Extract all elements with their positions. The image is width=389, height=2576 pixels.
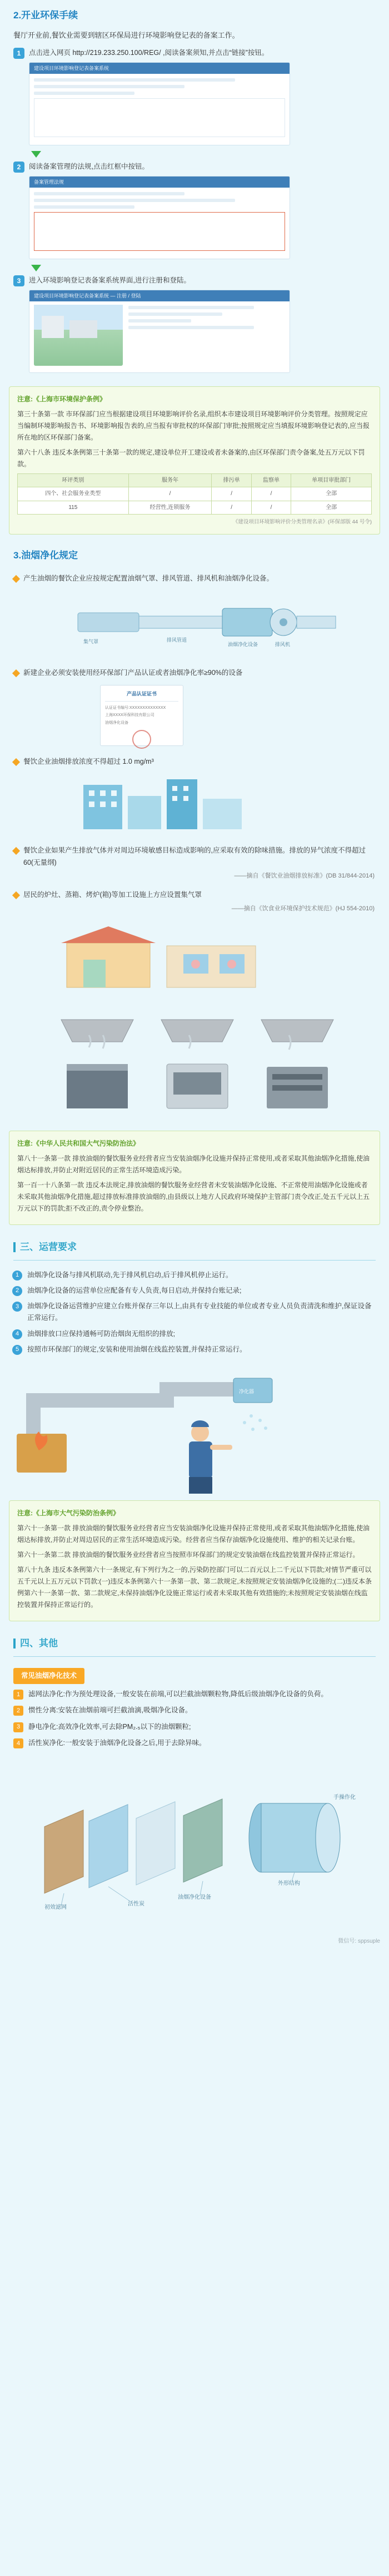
cell-1-4: 全部 (291, 501, 372, 515)
note-2-para-1: 第八十一条第一款 排放油烟的餐饮服务业经营者应当安装油烟净化设施并保持正常使用,或者采取其他油烟净化措施,使油烟达标排放,并防止对附近居民的正常生活环境造成污染。 (17, 1154, 370, 1174)
cell-1-2: / (212, 501, 251, 515)
cell-1-0: 115 (18, 501, 129, 515)
list-item (12, 1300, 377, 1324)
table-header-row (18, 473, 372, 487)
item-5-number: 5 (12, 1345, 22, 1355)
svg-text:初效滤网: 初效滤网 (44, 1904, 67, 1911)
illustration-duct-system (0, 591, 389, 657)
item-5-text: 按照市环保部门的规定,安装和使用油烟在线监控装置,并保持正常运行。 (27, 1345, 247, 1353)
svg-text:外形结构: 外形结构 (278, 1881, 300, 1887)
step-3 (13, 275, 376, 286)
section-4-title-row (0, 1627, 389, 1654)
cell-1-3: / (251, 501, 291, 515)
source-1: ——摘自《餐饮业油烟排放标准》(DB 31/844-2014) (234, 873, 375, 880)
note-shanghai-env-protection (9, 386, 380, 535)
item-1-text: 油烟净化设备与排风机联动,先于排风机启动,后于排风机停止运行。 (27, 1271, 233, 1279)
bullet-diamond-icon (12, 891, 20, 899)
svg-text:手操作化: 手操作化 (333, 1794, 356, 1801)
svg-text:活性炭: 活性炭 (128, 1901, 144, 1908)
illustration-maintenance-scene (0, 1367, 389, 1495)
note-1-head: 注意:《上海市环境保护条例》 (17, 395, 106, 403)
cell-0-0: 四个、社会服务业类型 (18, 487, 129, 501)
note-3-para-2: 第六十一条第二款 排放油烟的餐饮服务业经营者应当按照市环保部门的规定安装油烟在线监控装置并保持正常运行。 (17, 1551, 360, 1559)
table-row (18, 487, 372, 501)
tech-2-number: 2 (13, 1706, 23, 1716)
tech-3-number: 3 (13, 1722, 23, 1732)
screenshot-registration-page: 建设项目环境影响登记表备案系统 (29, 62, 290, 145)
item-4-number: 4 (12, 1329, 22, 1339)
source-2: ——摘自《饮食业环境保护技术规范》(HJ 554-2010) (231, 905, 375, 912)
svg-text:净化器: 净化器 (239, 1389, 255, 1395)
screenshot-regulation-page: 备案管理法规 (29, 176, 290, 259)
illustration-cooking-equipment (0, 1003, 389, 1125)
rule-2-text: 新建企业必须安装使用经环保部门产品认证或者油烟净化率≥90%的设备 (23, 668, 243, 677)
note-air-pollution-law (9, 1131, 380, 1225)
rule-3-text: 餐饮企业油烟排放浓度不得超过 1.0 mg/m³ (23, 757, 154, 765)
certificate-line-1: 认证证书编号:XXXXXXXXXXXXXX (105, 706, 166, 710)
tech-list (0, 1684, 389, 1756)
tech-item (13, 1688, 376, 1700)
svg-text:排风机: 排风机 (275, 641, 291, 647)
section-4-divider (13, 1656, 376, 1657)
screenshot-login-page: 建设项目环境影响登记表备案系统 — 注册 / 登陆 (29, 290, 290, 373)
th-0: 环评类别 (18, 473, 129, 487)
bullet-diamond-icon (12, 847, 20, 855)
tech-3-text: 静电净化:高效净化效率,可去除PM₂.₅以下的油烟颗粒; (28, 1722, 191, 1731)
list-item (12, 1344, 377, 1355)
section-4-title: 四、其他 (20, 1638, 58, 1649)
step-3-number: 3 (13, 275, 24, 286)
rule-3 (0, 750, 389, 769)
cell-0-1: / (128, 487, 212, 501)
item-2-number: 2 (12, 1286, 22, 1296)
cell-0-2: / (212, 487, 251, 501)
tech-item (13, 1737, 376, 1749)
rule-2 (0, 662, 389, 680)
certificate-line-3: 油烟净化设备 (105, 720, 128, 725)
note-1-para-1: 第三十条第一款 市环保部门应当根据建设项目环境影响评价名录,组织本市建设项目环境影响评价分类管理。按照规定应当编制环境影响报告书、环境影响报告表的,应当报有审批权的环保部门审批;按照规定应当填报环境影响登记表的,应当报所在地的区环保部门备案。 (17, 410, 370, 441)
cell-1-1: 经营性,连锁服务 (128, 501, 212, 515)
arrow-down-icon-2 (31, 265, 41, 271)
title-bar-accent (13, 1639, 16, 1649)
tech-4-text: 活性炭净化:一般安装于油烟净化设备之后,用于去除异味。 (28, 1738, 206, 1747)
operation-requirement-list (0, 1266, 389, 1363)
section-3-title-row (0, 1231, 389, 1258)
item-3-text: 油烟净化设备运营维护应建立台账并保存三年以上,由具有专业技能的单位或者专业人员负责清洗和维护,保证设备正常运行。 (27, 1302, 372, 1322)
section-3-title: 三、运营要求 (20, 1241, 77, 1252)
section-2-title: 3.油烟净化规定 (13, 550, 78, 561)
svg-text:排风管道: 排风管道 (167, 637, 187, 643)
th-1: 服务年 (128, 473, 212, 487)
rule-1-text: 产生油烟的餐饮企业应按规定配置油烟气罩、排风管道、排风机和油烟净化设备。 (23, 574, 274, 582)
svg-text:集气罩: 集气罩 (83, 638, 99, 644)
note-shanghai-air-pollution (9, 1500, 380, 1621)
section-1-title: 2.开业环保手续 (13, 10, 78, 21)
item-4-text: 油烟排放口应保持通畅可防治烟囱无组织的排放; (27, 1329, 175, 1338)
table-caption: 《建设项目环境影响评价分类管理名录》(环保部版 44 号令) (232, 519, 372, 526)
tech-1-number: 1 (13, 1690, 23, 1700)
seal-icon (132, 730, 151, 749)
step-2 (13, 161, 376, 173)
svg-text:油烟净化设备: 油烟净化设备 (228, 641, 258, 647)
illustration-purifier-exploded-view (0, 1760, 389, 1927)
item-3-number: 3 (12, 1302, 22, 1312)
note-3-para-1: 第六十一条第一款 排放油烟的餐饮服务业经营者应当安装油烟净化设施并保持正常使用,或者采取其他油烟净化措施,使油烟达标排放,并防止对周边居民的正常生活环境造成污染。经营者应当保存油烟净化设施使用、维护的相关记录台账。 (17, 1524, 370, 1544)
th-3: 监察单 (251, 473, 291, 487)
th-2: 排污单 (212, 473, 251, 487)
category-table (17, 473, 372, 515)
note-2-head: 注意:《中华人民共和国大气污染防治法》 (17, 1139, 139, 1147)
step-1-text: 点击进入网页 http://219.233.250.100/REG/ ,阅读备案须知,并点击“链接”按钮。 (29, 48, 269, 57)
cell-0-3: / (251, 487, 291, 501)
note-3-para-3: 第八十九条 违反本条例第六十一条规定,有下列行为之一的,污染防控部门可以二百元以上二千元以下罚款;对情节严重可以五千元以上五万元以下罚款:(一)违反本条例第六十一条第一款、第二款规定,未按照规定安装油烟净化设施的;(二)违反本条例第六十一条第一款、第二款规定,未保持油烟净化设施正常运行或者未采取其他有效措施的;未按照规定安装油烟在线监控装置并保持正常运行的。 (17, 1566, 372, 1609)
tech-2-text: 惯性分离:安装在油烟前端可拦截油滴,吸烟净化设备。 (28, 1706, 192, 1715)
certificate-title: 产品认证证书 (126, 690, 157, 697)
illustration-certificate (0, 685, 389, 746)
tech-1-text: 滤网法净化:作为预处理设备,一般安装在前端,可以拦截油烟颗粒物,降低后级油烟净化设备的负荷。 (28, 1690, 328, 1698)
section-1-intro: 餐厅开业前,餐饮业需要到辖区环保局进行环境影响登记表的备案工作。 (13, 31, 240, 39)
step-1 (13, 47, 376, 59)
step-2-text: 阅读备案管理的法规,点击红框中按钮。 (29, 162, 149, 170)
title-bar-accent (13, 1242, 16, 1252)
note-1-para-2: 第六十八条 违反本条例第三十条第一款的规定,建设单位开工建设或者未备案的,由区环保部门责令备案,处五万元以下罚款。 (17, 448, 365, 468)
list-item (12, 1269, 377, 1281)
bullet-diamond-icon (12, 669, 20, 677)
rule-5 (0, 884, 389, 903)
bullet-diamond-icon (12, 758, 20, 766)
cell-0-4: 全部 (291, 487, 372, 501)
step-1-number: 1 (13, 48, 24, 59)
rule-1 (0, 567, 389, 586)
list-item (12, 1328, 377, 1340)
illustration-buildings (0, 774, 389, 835)
illustration-shop-scene (0, 921, 389, 999)
bullet-diamond-icon (12, 575, 20, 583)
rule-4 (0, 839, 389, 870)
arrow-down-icon-1 (31, 151, 41, 158)
note-3-head: 注意:《上海市大气污染防治条例》 (17, 1509, 119, 1518)
item-2-text: 油烟净化设备的运营单位应配备有专人负责,每日启动,并保持台账记录; (27, 1286, 242, 1294)
item-1-number: 1 (12, 1271, 22, 1281)
rule-5-text: 居民的炉灶、蒸箱、烤炉(箱)等加工设施上方应设置集气罩 (23, 891, 202, 899)
tech-badge: 常见油烟净化技术 (13, 1668, 84, 1684)
note-2-para-2: 第一百一十八条第一款 违反本法规定,排放油烟的餐饮服务业经营者未安装油烟净化设施、不正常使用油烟净化设施或者未采取其他油烟净化措施,超过排放标准排放油烟的,由县级以上地方人民政府环境保护主管部门责令改正,处五千元以上五万元以下的罚款;拒不改正的,责令停业整治。 (17, 1181, 370, 1212)
table-row (18, 501, 372, 515)
step-3-text: 进入环境影响登记表备案系统界面,进行注册和登陆。 (29, 276, 191, 284)
tech-4-number: 4 (13, 1738, 23, 1748)
certificate-line-2: 上海XXXX环保科技有限公司 (105, 713, 154, 718)
svg-text:油烟净化设备: 油烟净化设备 (178, 1894, 211, 1901)
section-3-divider (13, 1260, 376, 1261)
list-item (12, 1285, 377, 1297)
rule-4-text: 餐饮企业如果产生排放气体并对周边环境敏感目标造成影响的,应采取有效的除味措施。排放的异气浓度不得超过 60(无量纲) (23, 846, 366, 866)
tech-item (13, 1705, 376, 1716)
tech-item (13, 1721, 376, 1733)
th-4: 单项目审批部门 (291, 473, 372, 487)
footer-text: 微信号: sppsuple (338, 1938, 380, 1945)
step-2-number: 2 (13, 162, 24, 173)
section-1-steps (0, 44, 389, 381)
